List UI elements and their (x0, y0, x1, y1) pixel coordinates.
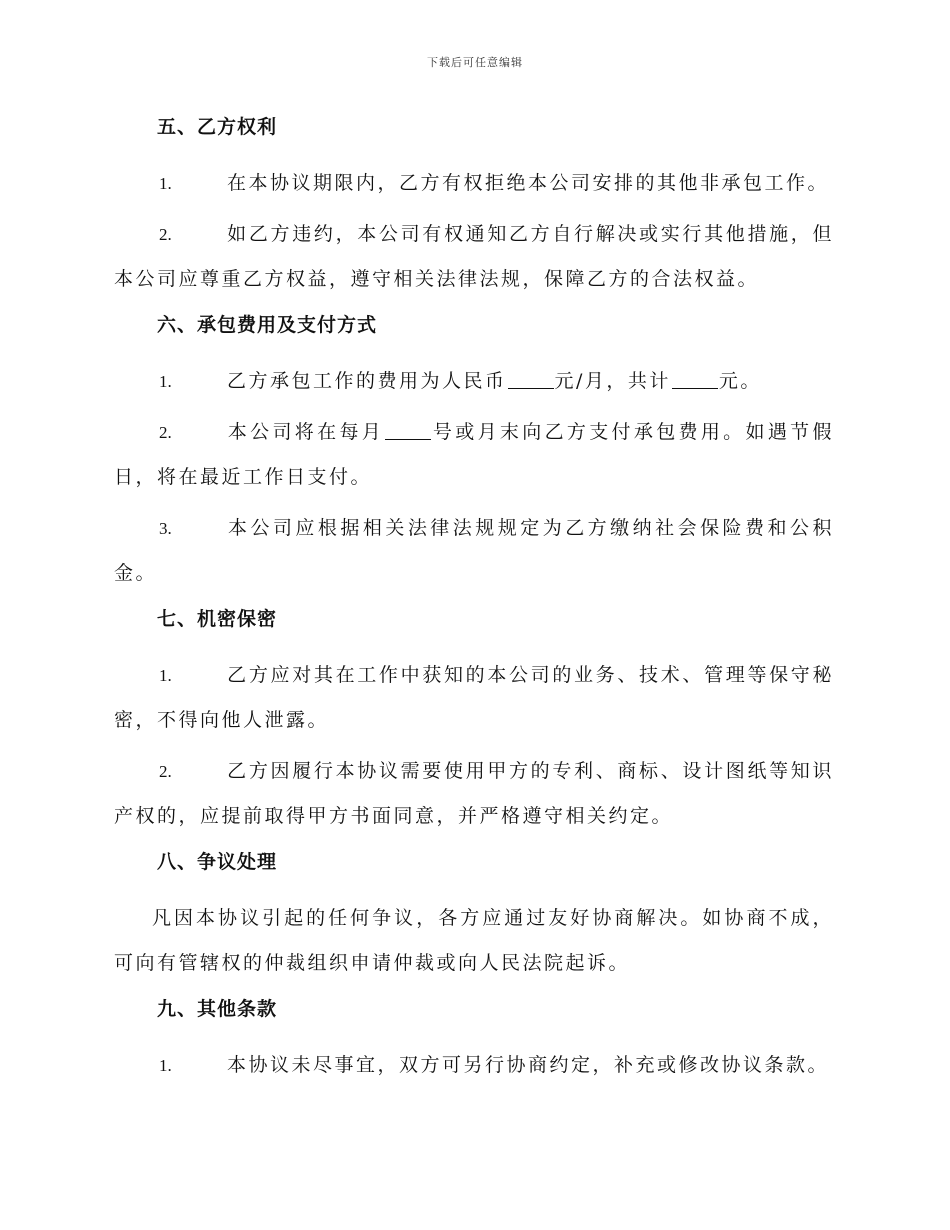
clause-text: 本公司应根据相关法律法规规定为乙方缴纳社会保险费和公积金。 (114, 517, 834, 584)
clause-number: 3. (159, 519, 172, 538)
clause-text: 本公司将在每月 (227, 421, 385, 443)
clause-text: 本协议未尽事宜，双方可另行协商约定，补充或修改协议条款。 (227, 1054, 830, 1076)
clause-item (114, 506, 834, 596)
section-heading-other-terms: 九、其他条款 (157, 998, 278, 1020)
clause-text: 在本协议期限内，乙方有权拒绝本公司安排的其他非承包工作。 (227, 172, 830, 194)
clause-number: 2. (159, 225, 172, 244)
clause-text: 乙方应对其在工作中获知的本公司的业务、技术、管理等保守秘密，不得向他人泄露。 (114, 664, 834, 731)
fill-blank (508, 368, 554, 389)
fill-blank (385, 419, 431, 440)
clause-number: 1. (159, 666, 172, 685)
clause-number: 2. (159, 423, 172, 442)
clause-number: 1. (159, 174, 172, 193)
clause-item (114, 212, 834, 302)
clause-item (114, 653, 834, 743)
clause-item (114, 749, 834, 839)
clause-text: 如乙方违约，本公司有权通知乙方自行解决或实行其他措施，但本公司应尊重乙方权益，遵守相关法律法规，保障乙方的合法权益。 (114, 223, 834, 290)
section-heading-confidentiality: 七、机密保密 (157, 608, 278, 630)
clause-text: 元。 (718, 370, 762, 392)
clause-number: 1. (159, 372, 172, 391)
clause-number: 2. (159, 762, 172, 781)
clause-number: 1. (159, 1056, 172, 1075)
section-heading-rights: 五、乙方权利 (157, 116, 278, 138)
clause-item (114, 161, 834, 206)
page-header: 下载后可任意编辑 (427, 56, 523, 69)
clause-text: 乙方承包工作的费用为人民币 (227, 370, 507, 392)
clause-text: 元/月，共计 (554, 370, 671, 392)
clause-text: 号或月末向乙方支付承包费用。如遇节假日，将在最近工作日支付。 (114, 421, 834, 488)
clause-text: 乙方因履行本协议需要使用甲方的专利、商标、设计图纸等知识产权的，应提前取得甲方书面同意，并严格遵守相关约定。 (114, 760, 834, 827)
fill-blank (672, 368, 718, 389)
document-body (114, 110, 834, 1094)
clause-item (114, 1043, 834, 1088)
dispute-paragraph: 凡因本协议引起的任何争议，各方应通过友好协商解决。如协商不成，可向有管辖权的仲裁组织申请仲裁或向人民法院起诉。 (114, 907, 834, 974)
clause-item (114, 359, 834, 404)
section-heading-disputes: 八、争议处理 (157, 851, 278, 873)
section-heading-fees: 六、承包费用及支付方式 (157, 314, 378, 336)
clause-item (114, 410, 834, 500)
